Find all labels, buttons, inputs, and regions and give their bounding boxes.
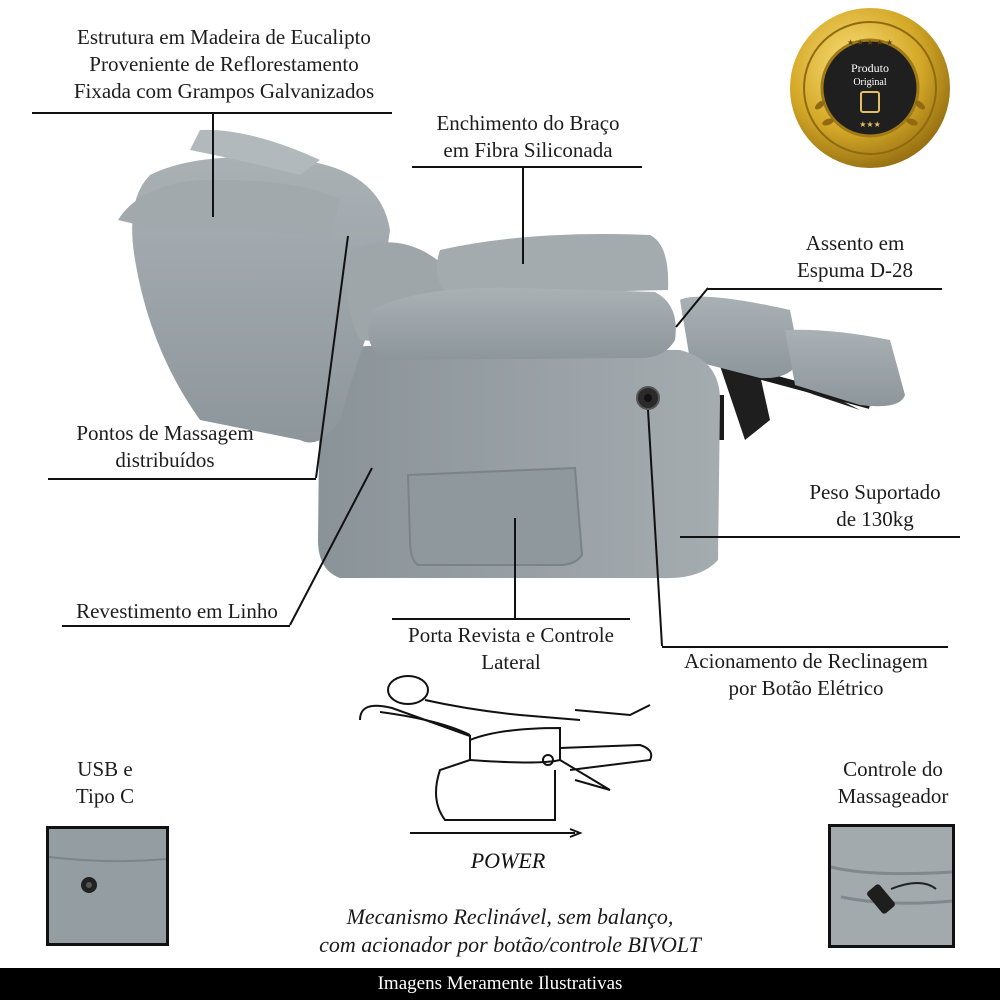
callout-massagem-line2: distribuídos	[115, 448, 215, 472]
callout-peso-line1: Peso Suportado	[809, 480, 941, 504]
massager-remote-icon	[831, 827, 952, 945]
massager-control-thumbnail	[828, 824, 955, 948]
callout-revestimento-line1: Revestimento em Linho	[76, 599, 278, 623]
svg-text:★★★: ★★★	[859, 120, 881, 129]
callout-acionamento-line1: Acionamento de Reclinagem	[684, 649, 928, 673]
footer-disclaimer: Imagens Meramente Ilustrativas	[0, 968, 1000, 1000]
callout-porta-line1: Porta Revista e Controle	[408, 623, 614, 647]
usb-port-thumbnail	[46, 826, 169, 946]
callout-usb-line1: USB e	[77, 757, 133, 781]
seal-text-line1: Produto	[850, 61, 890, 75]
callout-controle-line2: Massageador	[837, 784, 949, 808]
callout-controle-line1: Controle do	[843, 757, 943, 781]
callout-assento-line2: Espuma D-28	[796, 258, 914, 282]
usb-port-icon	[49, 829, 166, 943]
callout-enchimento-line2: em Fibra Siliconada	[443, 138, 613, 162]
callout-acionamento-line2: por Botão Elétrico	[728, 676, 884, 700]
callout-assento-line1: Assento em	[805, 231, 905, 255]
callout-estrutura-line3: Fixada com Grampos Galvanizados	[73, 79, 375, 103]
callout-controle	[818, 756, 968, 810]
seal-text-line2: Original	[853, 77, 887, 88]
callout-usb-line2: Tipo C	[75, 784, 135, 808]
callout-enchimento-line1: Enchimento do Braço	[436, 111, 620, 135]
mechanism-caption-line2: com acionador por botão/controle BIVOLT	[319, 932, 701, 957]
power-label: POWER	[470, 848, 546, 873]
callout-estrutura-line2: Proveniente de Reflorestamento	[89, 52, 359, 76]
svg-text:★ ★ ★ ★ ★: ★ ★ ★ ★ ★	[846, 38, 894, 47]
callout-massagem-line1: Pontos de Massagem	[76, 421, 254, 445]
callout-usb	[50, 756, 160, 810]
callout-peso-line2: de 130kg	[836, 507, 914, 531]
callout-estrutura-line1: Estrutura em Madeira de Eucalipto	[77, 25, 371, 49]
mechanism-caption-line1: Mecanismo Reclinável, sem balanço,	[346, 904, 674, 929]
callout-porta-line2: Lateral	[481, 650, 541, 674]
